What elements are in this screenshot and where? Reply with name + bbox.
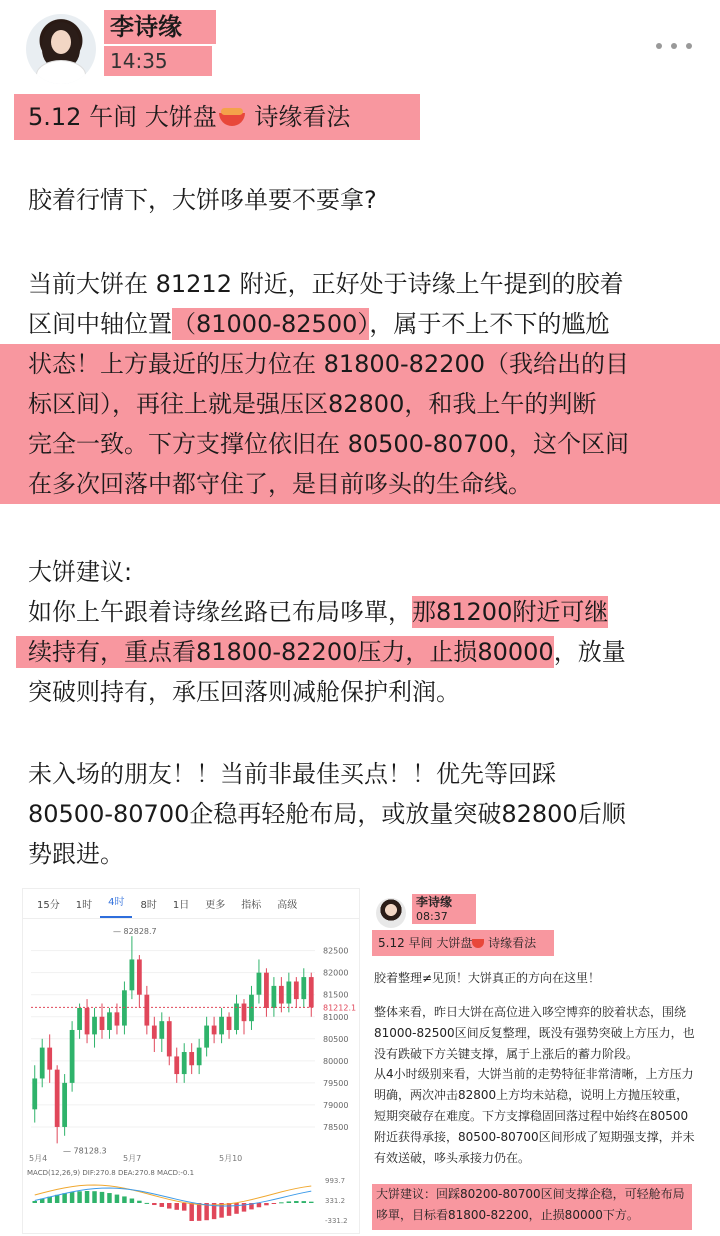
candle-body [70,1030,75,1083]
chart-tab[interactable]: 指标 [241,900,262,911]
candle-body [130,959,135,990]
mini-time: 08:37 [412,910,476,924]
candle-body [32,1078,37,1109]
candle-body [137,959,142,994]
candle-body [144,995,149,1026]
chart-tab[interactable]: 高级 [277,900,298,911]
morning-post-image[interactable] [368,888,700,1234]
candle-body [227,1017,232,1030]
macd-bar [77,1191,81,1203]
candle-body [257,973,262,995]
price-axis-label: 79000 [323,1100,349,1110]
macd-dea-line [35,1188,312,1206]
post-title-suffix: 诗缘看法 [246,103,351,131]
macd-bar [264,1203,268,1205]
post-time: 14:35 [104,46,212,76]
candle-body [249,995,254,1021]
price-axis-label: 80500 [323,1034,349,1044]
date-label: 5月4 [29,1154,48,1163]
candle-body [212,1026,217,1035]
macd-bar [160,1203,164,1207]
mini-paragraph: 胶着整理≠见顶！大饼真正的方向在这里！ [374,971,601,985]
macd-bar [182,1203,186,1211]
mini-title: 5.12 早间 大饼盘 诗缘看法 [372,930,554,956]
candle-body [62,1083,67,1127]
macd-bar [294,1201,298,1203]
macd-bar [62,1193,66,1203]
macd-axis-label: 331.2 [325,1197,346,1205]
candle-body [309,977,314,1007]
range-highlight: （81000-82500） [172,310,370,338]
macd-bar [272,1203,276,1204]
candlestick-chart [23,921,359,1233]
price-axis-label: 80000 [323,1056,349,1066]
price-axis-label: 82000 [323,968,349,978]
price-axis-label: 79500 [323,1078,349,1088]
candle-body [100,1017,105,1030]
mini-author: 李诗缘 [412,894,476,910]
candle-body [174,1056,179,1074]
macd-bar [152,1203,156,1205]
macd-bar [287,1201,291,1203]
candle-body [47,1048,52,1070]
mini-advice: 大饼建议：回踩80200-80700区间支撑企稳，可轻舱布局哆單，目标看81800-82200，止损80000下方。 [372,1184,692,1230]
candle-body [152,1026,157,1039]
candle-body [197,1048,202,1066]
chart-tab[interactable]: 4时 [100,890,132,918]
candle-body [107,1012,112,1030]
macd-bar [70,1192,74,1203]
paragraph-newcomers: 未入场的朋友！！当前非最佳买点！！优先等回踩 80500-80700企稳再轻舱布局，或放量突破82800后顺 势跟进。 [28,760,626,868]
high-label: — 82828.7 [113,927,157,937]
more-options-icon[interactable] [656,36,692,56]
candle-body [167,1021,172,1056]
macd-label: MACD(12,26,9) DIF:270.8 DEA:270.8 MACD:-0.1 [27,1169,195,1177]
macd-bar [309,1202,313,1203]
candle-body [159,1021,164,1039]
macd-bar [145,1203,149,1204]
macd-bar [234,1203,238,1214]
paragraph-advice: 大饼建议: 如你上午跟着诗缘丝路已布局哆單，那81200附近可继 续持有，重点看81800-82200压力，止损80000，放量 突破则持有，承压回落则减舱保护利润。 [28,552,700,712]
price-axis-label: 82500 [323,946,349,956]
date-label: 5月7 [123,1154,142,1163]
candle-body [219,1017,224,1035]
paragraph-analysis [28,264,700,504]
advice-highlight: 续持有，重点看81800-82200压力，止损80000 [16,636,554,668]
mini-paragraph: 从4小时级别来看，大饼当前的走势特征非常清晰，上方压力明确，两次冲击82800上方均未站稳，说明上方抛压较重，短期突破存在难度。下方支撑稳固回落过程中始终在80500附近获得承接，80500-80700区间形成了短期强支撑，并未有效送破，哆头承接力仍在。 [374,1067,695,1165]
candle-body [122,990,127,1025]
candle-body [204,1026,209,1048]
price-axis-label: 81000 [323,1012,349,1022]
candle-body [286,981,291,1003]
mini-avatar [376,898,406,928]
candle-body [189,1052,194,1065]
date-label: 5月10 [219,1154,243,1163]
macd-bar [130,1198,134,1203]
macd-bar [227,1203,231,1216]
chart-tab[interactable]: 1日 [172,900,190,911]
post-title [14,94,420,140]
noodle-bowl-icon [472,939,484,948]
macd-bar [32,1201,36,1203]
analysis-line: 当前大饼在 81212 附近，正好处于诗缘上午提到的胶着 [28,270,624,298]
macd-bar [115,1195,119,1203]
author-name[interactable]: 李诗缘 [104,10,216,44]
macd-dif-line [35,1185,312,1205]
macd-bar [107,1193,111,1203]
advice-title: 大饼建议: [28,558,133,586]
chart-interval-tabs [23,889,359,919]
macd-bar [100,1192,104,1203]
analysis-highlight-block: 状态！上方最近的压力位在 81800-82200（我给出的目 标区间），再往上就是强压区82800，和我上午的判断 完全一致。下方支撑位依旧在 80500-80700，这个区间 在多次回落中都守住了，是目前哆头的生命线。 [0,344,720,504]
macd-bar [204,1203,208,1220]
macd-bar [302,1201,306,1203]
analysis-line: 区间中轴位置（81000-82500），属于不上不下的尴尬 [28,310,610,338]
candle-body [301,977,306,999]
chart-tab[interactable]: 更多 [205,900,226,911]
post-title-prefix: 5.12 午间 大饼盘 [28,103,217,131]
candle-body [264,973,269,1008]
price-axis-label: 81212.1 [323,1003,357,1013]
low-label: — 78128.3 [63,1146,107,1156]
candle-body [272,986,277,1008]
macd-bar [174,1203,178,1210]
candle-body [77,1008,82,1030]
macd-bar [167,1203,171,1209]
chart-tab[interactable]: 15分 [37,900,60,911]
macd-bar [197,1203,201,1221]
mini-paragraph: 整体来看，昨日大饼在高位进入哆空博弈的胶着状态，围绕81000-82500区间反复整理，既没有强势突破上方压力，也没有跌破下方关键支撑，属于上涨后的蓄力阶段。 [374,1005,695,1061]
author-avatar[interactable] [26,14,96,84]
candle-body [242,1004,247,1022]
macd-axis-label: -331.2 [325,1217,348,1225]
macd-bar [137,1201,141,1203]
candle-body [279,986,284,1004]
macd-bar [279,1202,283,1203]
noodle-bowl-icon [217,104,247,128]
avatar-body [36,60,86,84]
chart-tab[interactable]: 8时 [140,900,157,911]
paragraph-question: 胶着行情下，大饼哆单要不要拿? [28,186,377,214]
macd-bar [85,1191,89,1203]
macd-axis-label: 993.7 [325,1177,346,1185]
candle-body [294,981,299,999]
avatar-face [51,30,71,54]
advice-highlight: 那81200附近可继 [412,598,609,626]
macd-bar [92,1191,96,1203]
candle-body [115,1012,120,1025]
chart-image[interactable] [22,888,360,1234]
candle-body [92,1017,97,1035]
candle-body [40,1048,45,1079]
candle-body [182,1052,187,1074]
candle-body [55,1070,60,1127]
macd-bar [257,1203,261,1207]
macd-bar [219,1203,223,1218]
price-axis-label: 78500 [323,1122,349,1132]
chart-tab[interactable]: 1时 [75,900,93,911]
macd-bar [122,1196,126,1203]
candle-body [85,1008,90,1034]
price-axis-label: 81500 [323,990,349,1000]
macd-bar [189,1203,193,1221]
